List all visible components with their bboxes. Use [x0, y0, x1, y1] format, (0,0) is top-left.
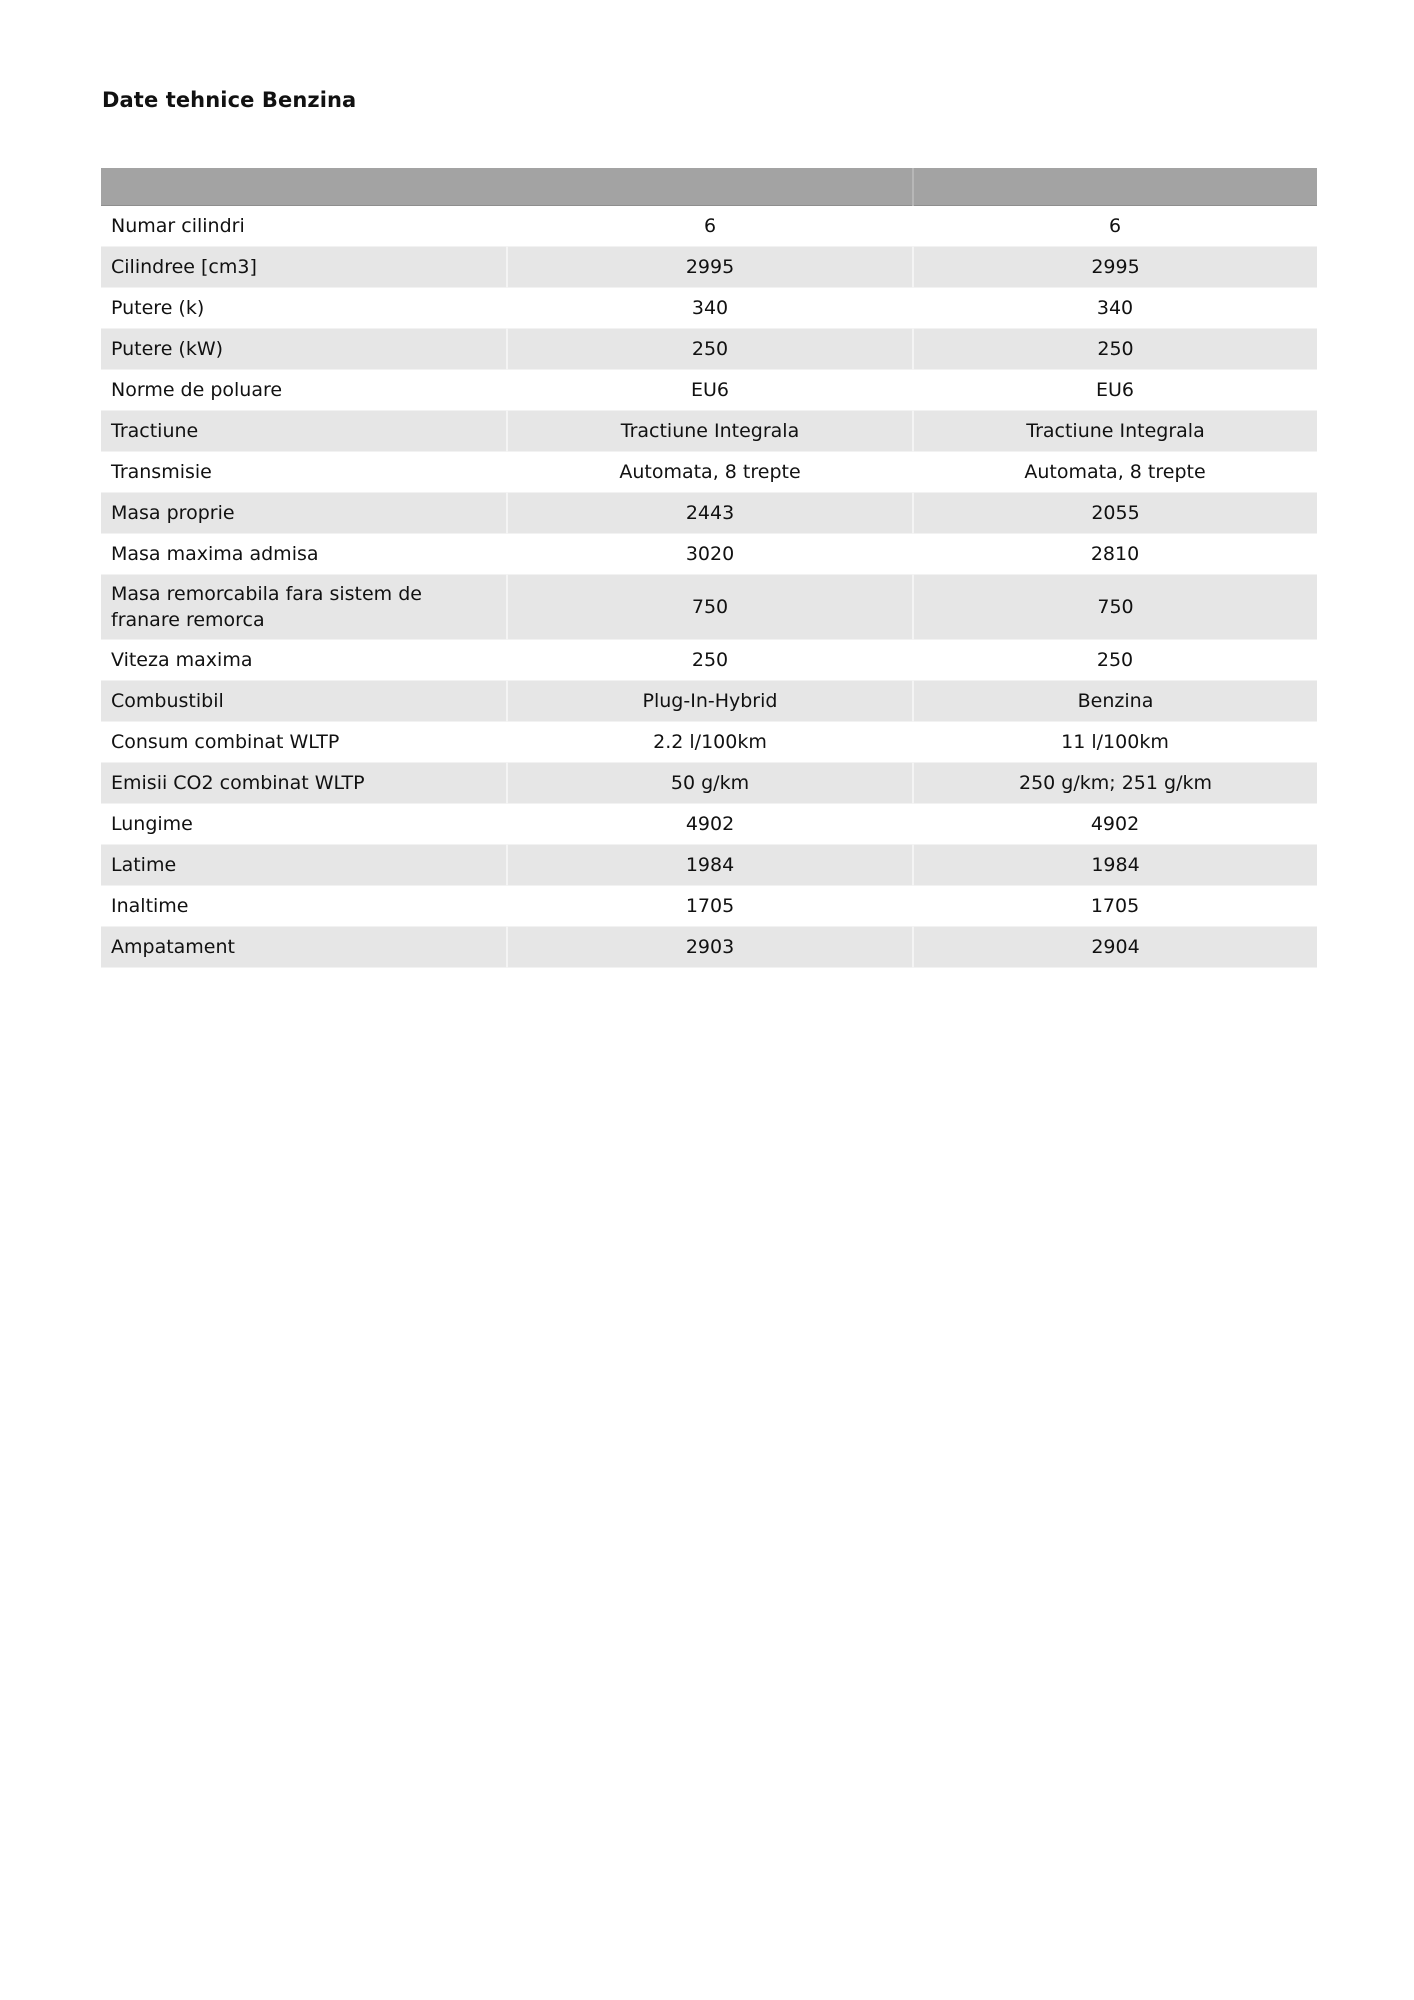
table-row [101, 206, 1317, 247]
table-row [101, 534, 1317, 575]
row-value-model-2: 750 [913, 575, 1317, 640]
row-label: Masa proprie [101, 493, 507, 534]
row-value-model-1: 250 [507, 329, 913, 370]
spec-table [101, 168, 1317, 968]
table-row [101, 804, 1317, 845]
row-label: Latime [101, 845, 507, 886]
row-label: Ampatament [101, 927, 507, 968]
table-row [101, 370, 1317, 411]
row-value-model-2: 250 g/km; 251 g/km [913, 763, 1317, 804]
row-label: Numar cilindri [101, 206, 507, 247]
table-row [101, 681, 1317, 722]
row-value-model-1: Tractiune Integrala [507, 411, 913, 452]
table-body [101, 206, 1317, 968]
row-value-model-2: 250 [913, 640, 1317, 681]
row-value-model-1: EU6 [507, 370, 913, 411]
row-value-model-2: Automata, 8 trepte [913, 452, 1317, 493]
row-label: Putere (k) [101, 288, 507, 329]
table-row [101, 845, 1317, 886]
table-row [101, 640, 1317, 681]
row-value-model-2: 11 l/100km [913, 722, 1317, 763]
row-value-model-2: 1705 [913, 886, 1317, 927]
row-value-model-2: 2904 [913, 927, 1317, 968]
row-label: Cilindree [cm3] [101, 247, 507, 288]
row-value-model-2: Tractiune Integrala [913, 411, 1317, 452]
row-value-model-2: 2995 [913, 247, 1317, 288]
row-label: Lungime [101, 804, 507, 845]
row-value-model-2: 1984 [913, 845, 1317, 886]
table-header-row [101, 168, 1317, 206]
row-label: Masa maxima admisa [101, 534, 507, 575]
header-cell-model-1 [101, 168, 913, 206]
row-value-model-1: Plug-In-Hybrid [507, 681, 913, 722]
row-label: Norme de poluare [101, 370, 507, 411]
row-label: Combustibil [101, 681, 507, 722]
table-row [101, 763, 1317, 804]
row-label: Transmisie [101, 452, 507, 493]
row-label: Viteza maxima [101, 640, 507, 681]
row-value-model-1: 2443 [507, 493, 913, 534]
row-value-model-1: 2995 [507, 247, 913, 288]
row-label: Emisii CO2 combinat WLTP [101, 763, 507, 804]
row-value-model-1: 340 [507, 288, 913, 329]
table-row [101, 722, 1317, 763]
row-label: Masa remorcabila fara sistem de franare remorca [101, 575, 507, 640]
row-value-model-1: 750 [507, 575, 913, 640]
row-value-model-1: 2.2 l/100km [507, 722, 913, 763]
table-row [101, 575, 1317, 640]
row-value-model-2: EU6 [913, 370, 1317, 411]
row-value-model-1: Automata, 8 trepte [507, 452, 913, 493]
row-label: Tractiune [101, 411, 507, 452]
row-value-model-1: 3020 [507, 534, 913, 575]
row-value-model-1: 1705 [507, 886, 913, 927]
header-cell-model-2 [913, 168, 1317, 206]
row-value-model-2: 6 [913, 206, 1317, 247]
row-value-model-1: 4902 [507, 804, 913, 845]
row-value-model-2: 4902 [913, 804, 1317, 845]
row-value-model-2: 340 [913, 288, 1317, 329]
table-row [101, 247, 1317, 288]
row-value-model-1: 2903 [507, 927, 913, 968]
table-row [101, 411, 1317, 452]
row-label: Consum combinat WLTP [101, 722, 507, 763]
row-value-model-1: 1984 [507, 845, 913, 886]
table-row [101, 329, 1317, 370]
row-value-model-2: 250 [913, 329, 1317, 370]
page-title: Date tehnice Benzina [102, 88, 357, 112]
table-row [101, 452, 1317, 493]
table-row [101, 493, 1317, 534]
row-label: Inaltime [101, 886, 507, 927]
row-value-model-1: 50 g/km [507, 763, 913, 804]
row-value-model-1: 6 [507, 206, 913, 247]
row-value-model-2: 2810 [913, 534, 1317, 575]
table-row [101, 288, 1317, 329]
row-value-model-1: 250 [507, 640, 913, 681]
table-header [101, 168, 1317, 206]
row-label: Putere (kW) [101, 329, 507, 370]
row-value-model-2: 2055 [913, 493, 1317, 534]
table-row [101, 927, 1317, 968]
row-value-model-2: Benzina [913, 681, 1317, 722]
table-row [101, 886, 1317, 927]
